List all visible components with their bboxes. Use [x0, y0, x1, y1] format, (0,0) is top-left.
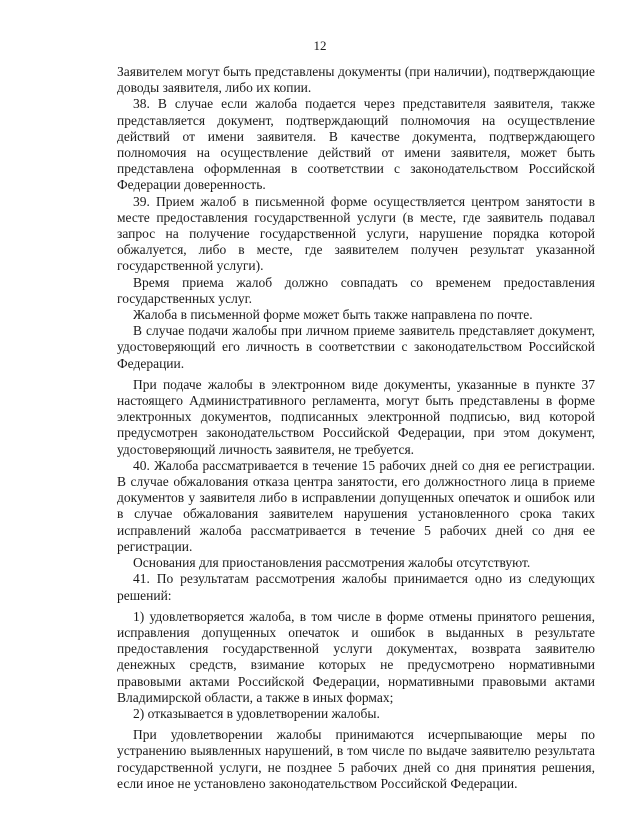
paragraph-no-suspension: Основания для приостановления рассмотрения жалобы отсутствуют. [133, 555, 531, 571]
paragraph-remedy-measures: При удовлетворении жалобы принимаются исчерпывающие меры по устранению выявленных нарушений, в том числе по выдаче заявителю результата государственной услуги, не позднее 5 рабочих дней со дня принятия решения, если иное не установлено законодательством Российской Федерации. [117, 727, 595, 791]
paragraph-personal-reception: В случае подачи жалобы при личном приеме заявитель представляет документ, удостоверяющий его личность в соответствии с законодательством Российской Федерации. [117, 323, 595, 371]
document-body [117, 64, 595, 792]
page-number: 12 [313, 38, 327, 53]
paragraph-38: 38. В случае если жалоба подается через представителя заявителя, также представляется документ, подтверждающий полномочия на осуществление действий от имени заявителя. В качестве документа, подтверждающего полномочия на осуществление действий от имени заявителя, может быть представлена оформленная в соответствии с законодательством Российской Федерации доверенность. [117, 96, 595, 193]
paragraph-postal-complaint: Жалоба в письменной форме может быть также направлена по почте. [133, 307, 533, 323]
list-item-satisfy-complaint: 1) удовлетворяется жалоба, в том числе в форме отмены принятого решения, исправления допущенных опечаток и ошибок в выданных в результате предоставления государственной услуги документах, возврата заявителю денежных средств, взимание которых не предусмотрено нормативными правовыми актами Российской Федерации, нормативными правовыми актами Владимирской области, а также в иных формах; [117, 608, 595, 705]
paragraph-40: 40. Жалоба рассматривается в течение 15 рабочих дней со дня ее регистрации. В случае обжалования отказа центра занятости, его должностного лица в приеме документов у заявителя либо в исправлении допущенных опечаток и ошибок или в случае обжалования заявителем нарушения установленного срока таких исправлений жалоба рассматривается в течение 5 рабочих дней со дня ее регистрации. [117, 457, 595, 554]
paragraph-41: 41. По результатам рассмотрения жалобы принимается одно из следующих решений: [117, 571, 595, 603]
list-item-reject-complaint: 2) отказывается в удовлетворении жалобы. [133, 705, 380, 721]
paragraph-electronic-complaint: При подаче жалобы в электронном виде документы, указанные в пункте 37 настоящего Административного регламента, могут быть представлены в форме электронных документов, подписанных электронной подписью, вид которой предусмотрен законодательством Российской Федерации, при этом документ, удостоверяющий личность заявителя, не требуется. [117, 376, 595, 457]
paragraph-39: 39. Прием жалоб в письменной форме осуществляется центром занятости в месте предоставления государственной услуги (в месте, где заявитель подавал запрос на получение государственной услуги, нарушение порядка которой обжалуется, либо в месте, где заявителем получен результат указанной государственной услуги). [117, 193, 595, 274]
paragraph-claimant-documents: Заявителем могут быть представлены документы (при наличии), подтверждающие доводы заявителя, либо их копии. [117, 64, 595, 96]
paragraph-reception-time: Время приема жалоб должно совпадать со временем предоставления государственных услуг. [117, 274, 595, 306]
